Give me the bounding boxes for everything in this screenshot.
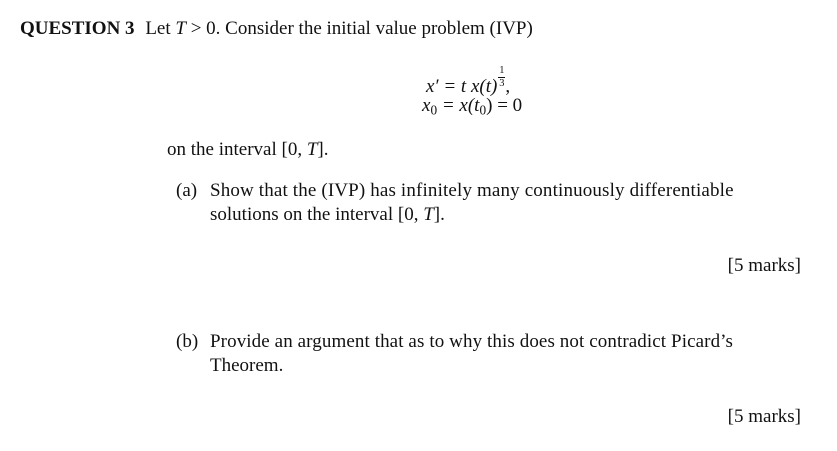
part-b-label: (b) — [176, 331, 199, 352]
question-number: QUESTION 3 — [20, 18, 135, 39]
ic-x: x — [422, 95, 431, 116]
intro-T: T — [175, 18, 186, 39]
ic-t-subscript: 0 — [479, 102, 487, 118]
intro-rest: > 0. Consider the initial value problem (IVP) — [185, 18, 533, 39]
part-a-line2 — [210, 205, 445, 224]
exponent-denominator: 3 — [499, 78, 505, 90]
exponent-numerator: 1 — [499, 65, 505, 76]
part-b-line2: Theorem. — [210, 355, 284, 376]
ic-tail: ) = 0 — [486, 95, 523, 116]
ic-mid: = x(t — [437, 95, 480, 116]
ic-x-subscript: 0 — [430, 102, 438, 118]
part-b-line1: Provide an argument that as to why this does not contradict Picard’s — [210, 331, 734, 352]
part-a-line1: Show that the (IVP) has infinitely many continuously differentiable — [210, 180, 734, 201]
ode-lhs: x′ = t x(t) — [426, 76, 498, 98]
equation-initial-condition — [422, 96, 522, 117]
part-b-marks: [5 marks] — [727, 406, 801, 427]
interval-prefix: on the interval [0, — [167, 139, 307, 160]
part-a-label: (a) — [176, 180, 198, 201]
question-heading-line — [20, 19, 533, 38]
interval-line — [167, 140, 328, 159]
intro-prefix: Let — [145, 18, 171, 39]
part-a-line2-prefix: solutions on the interval [0, — [210, 204, 424, 225]
ode-tail: , — [505, 76, 511, 98]
interval-T: T — [306, 139, 318, 160]
part-a-line2-T: T — [423, 204, 434, 225]
interval-suffix: ]. — [317, 139, 329, 160]
equation-ode — [426, 66, 510, 96]
part-a-line2-suffix: ]. — [433, 204, 445, 225]
part-a-marks: [5 marks] — [727, 255, 801, 276]
